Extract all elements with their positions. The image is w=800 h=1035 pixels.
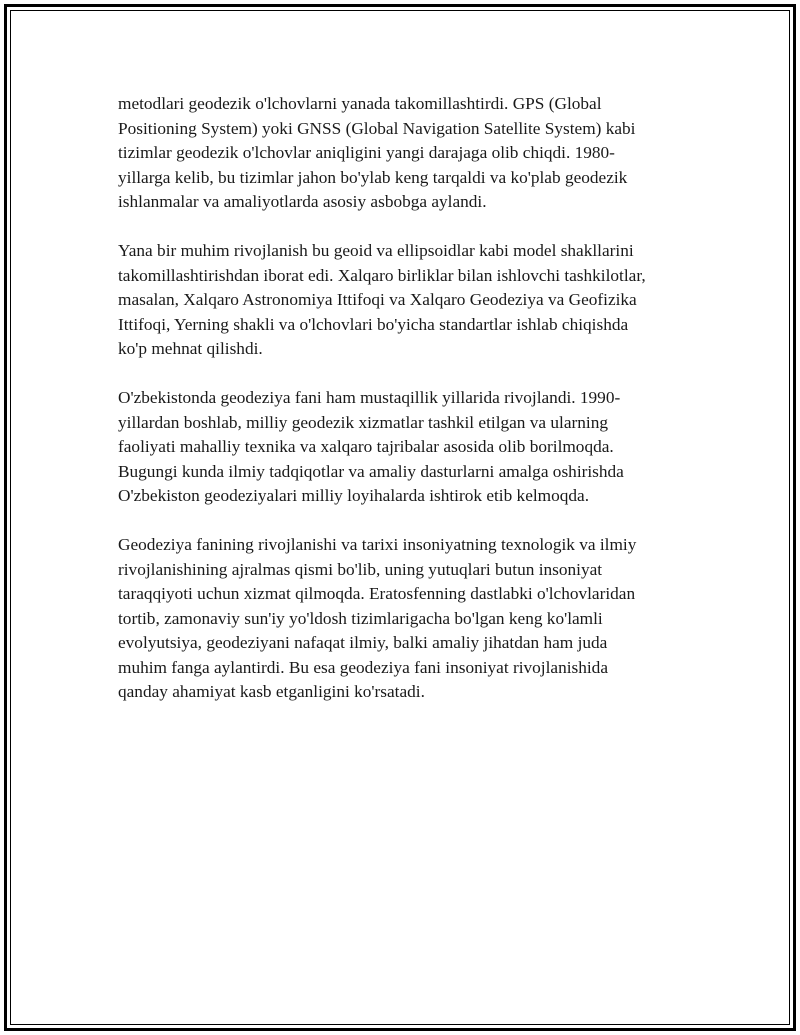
paragraph-conclusion: Geodeziya fanining rivojlanishi va tarixi insoniyatning texnologik va ilmiy rivojlanishining ajralmas qismi bo'lib, uning yutuqlari butun insoniyat taraqqiyoti uchun xizmat qilmoqda. Eratosfenning dastlabki o'lchovlaridan tortib, zamonaviy sun'iy yo'ldosh tizimlarigacha bo'lgan keng ko'lamli evolyutsiya, geodeziyani nafaqat ilmiy, balki amaliy jihatdan ham juda muhim fanga aylantirdi. Bu esa geodeziya fani insoniyat rivojlanishida qanday ahamiyat kasb etganligini ko'rsatadi.	[118, 535, 637, 701]
paragraph-geoid-ellipsoid: Yana bir muhim rivojlanish bu geoid va ellipsoidlar kabi model shakllarini takomillashtirishdan iborat edi. Xalqaro birliklar bilan ishlovchi tashkilotlar, masalan, Xalqaro Astronomiya Ittifoqi va Xalqaro Geodeziya va Geofizika Ittifoqi, Yerning shakli va o'lchovlari bo'yicha standartlar ishlab chiqishda ko'p mehnat qilishdi.	[118, 241, 646, 358]
paragraph-uzbekistan: O'zbekistonda geodeziya fani ham mustaqillik yillarida rivojlandi. 1990- yillardan boshlab, milliy geodezik xizmatlar tashkil etilgan va ularning faoliyati mahalliy texnika va xalqaro tajribalar asosida olib borilmoqda. Bugungi kunda ilmiy tadqiqotlar va amaliy dasturlarni amalga oshirishda O'zbekiston geodeziyalari milliy loyihalarda ishtirok etib kelmoqda.	[118, 388, 624, 505]
paragraph-gps-gnss: metodlari geodezik o'lchovlarni yanada takomillashtirdi. GPS (Global Positioning System) yoki GNSS (Global Navigation Satellite System) kabi tizimlar geodezik o'lchovlar aniqligini yangi darajaga olib chiqdi. 1980- yillarga kelib, bu tizimlar jahon bo'ylab keng tarqaldi va ko'plab geodezik ishlanmalar va amaliyotlarda asosiy asbobga aylandi.	[118, 94, 636, 211]
document-body	[118, 92, 688, 729]
